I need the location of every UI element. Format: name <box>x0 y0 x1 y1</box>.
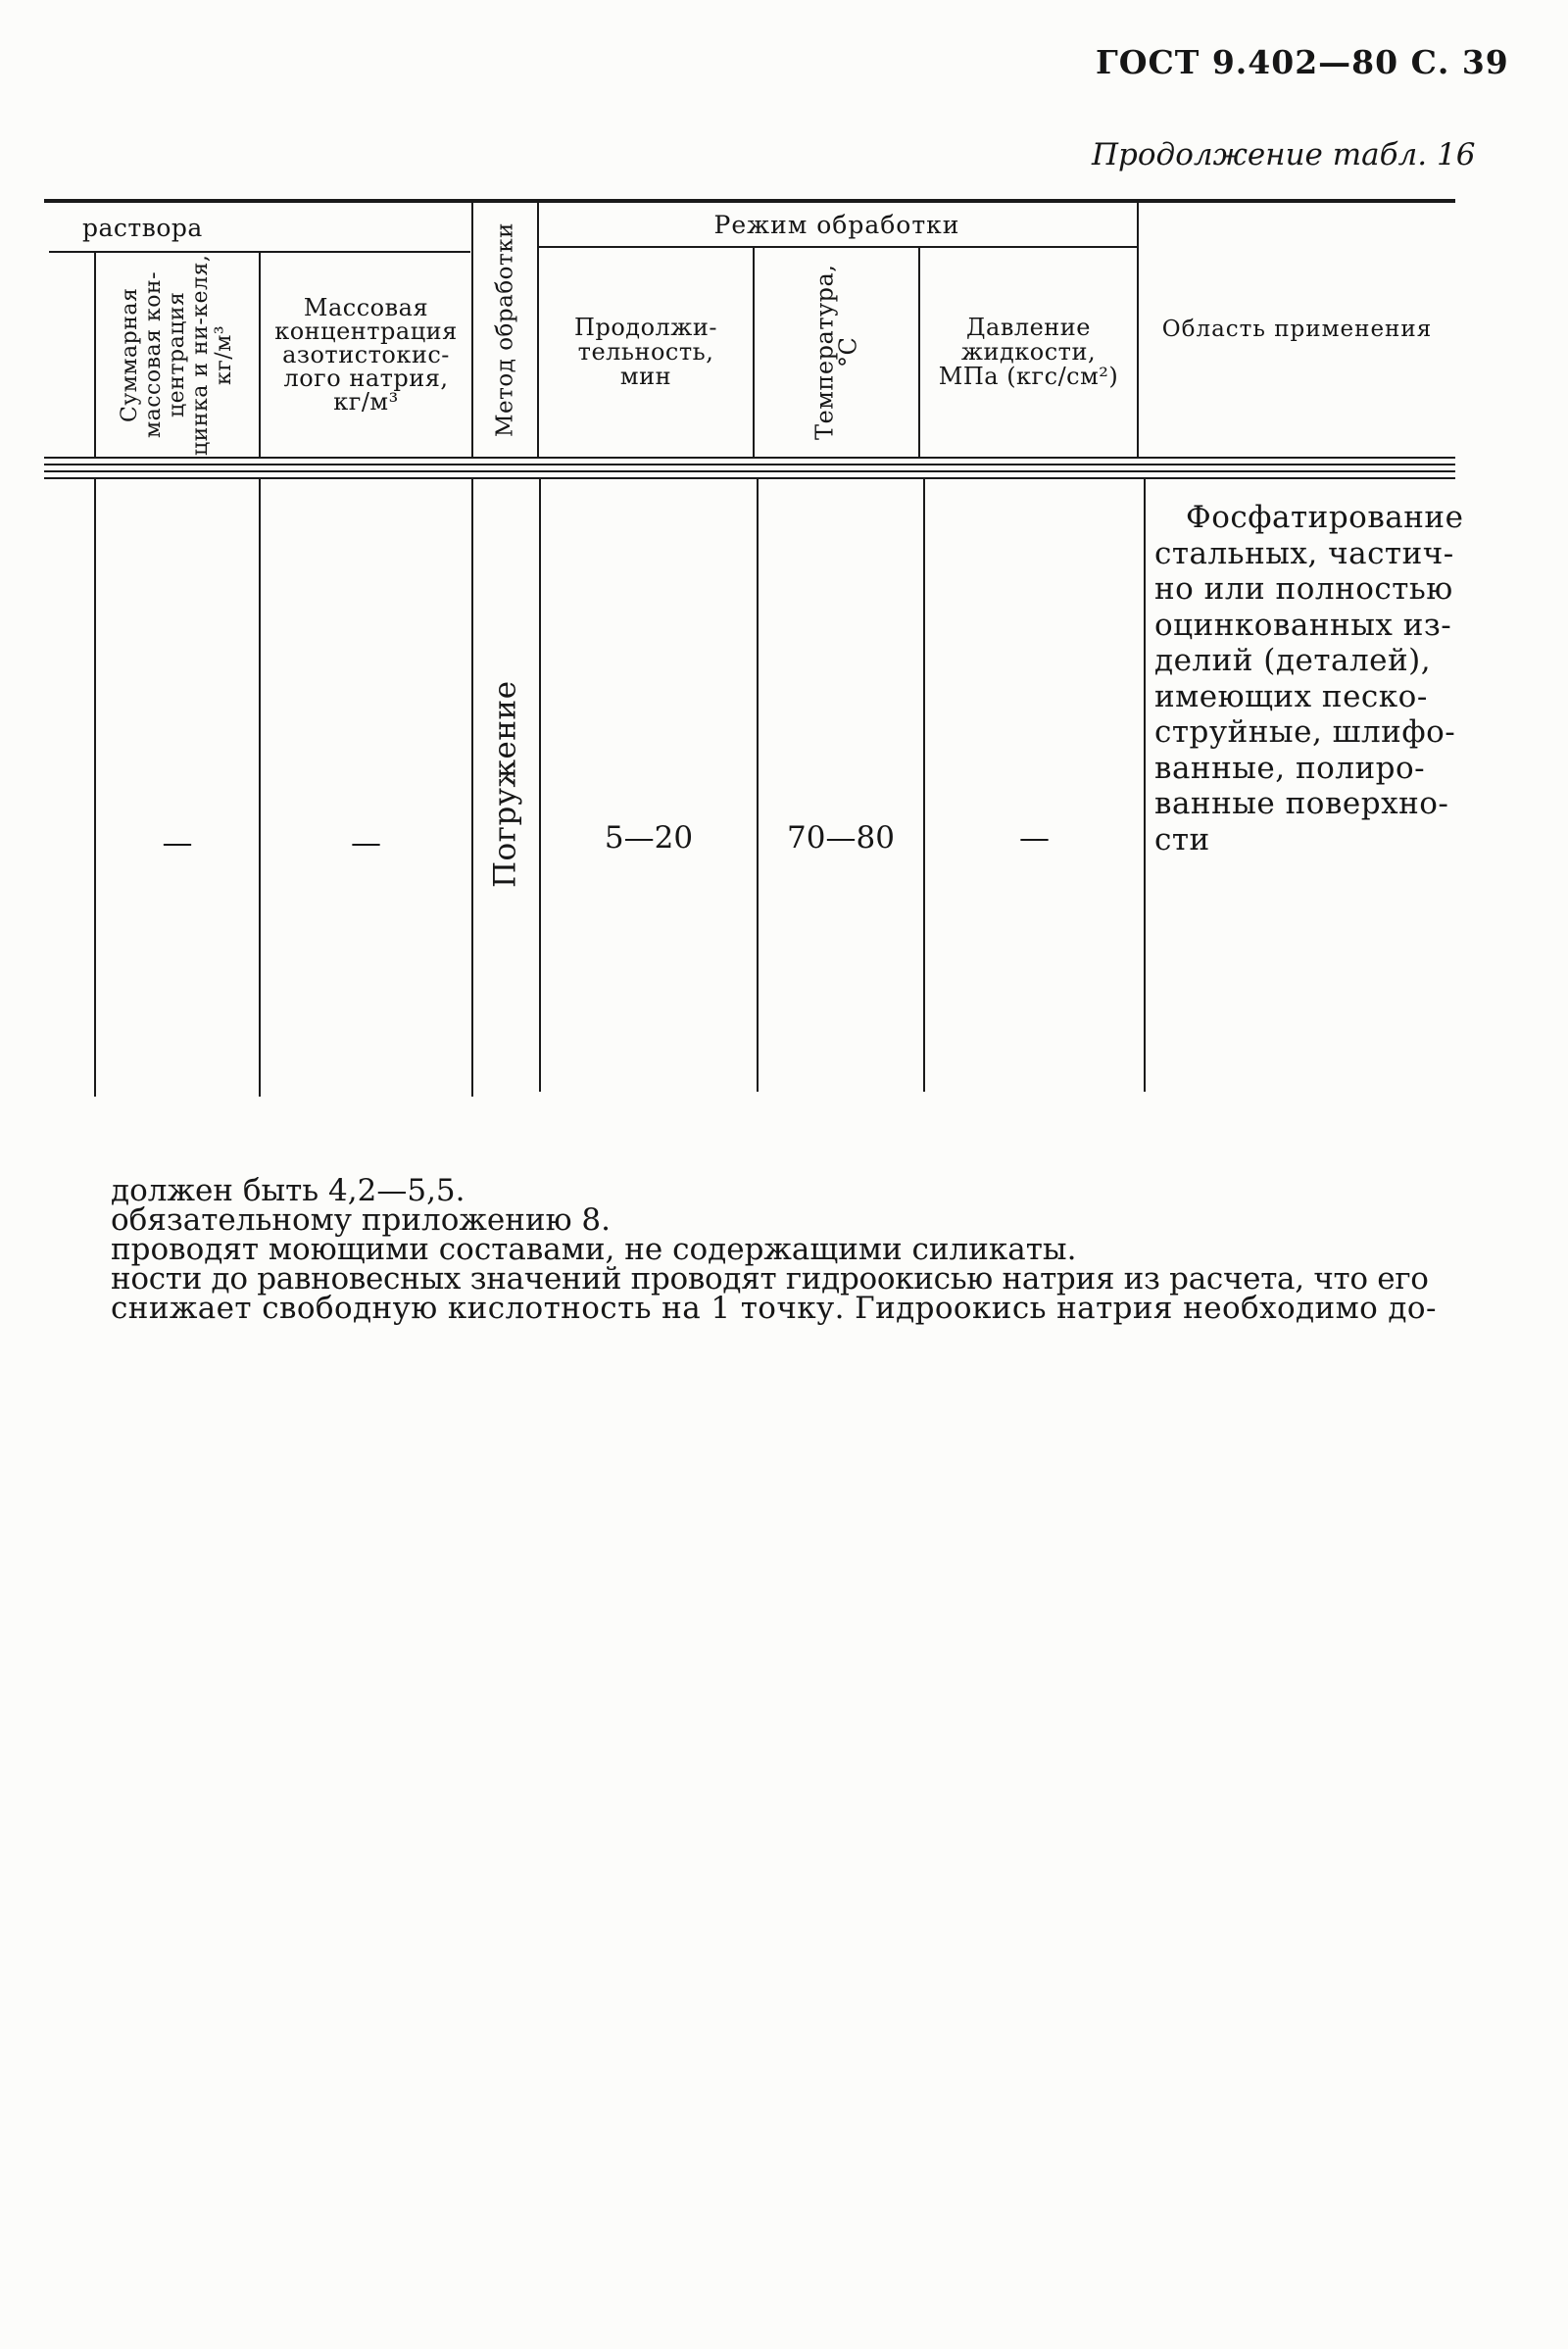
area-line: но или полностью <box>1154 571 1453 607</box>
col-header-method: Метод обработки <box>492 222 518 437</box>
area-line: имеющих песко- <box>1154 678 1428 714</box>
cell-zinc-nickel: — <box>162 825 193 860</box>
area-line: Фосфатирование <box>1186 500 1464 535</box>
cell-nitrite: — <box>351 825 381 860</box>
group-header-solution: раствора <box>82 213 203 242</box>
footnote-line: должен быть 4,2—5,5. <box>111 1173 466 1208</box>
col-header-temperature: Температура, °С <box>810 264 862 441</box>
area-line: ванные поверхно- <box>1154 786 1449 821</box>
area-line: делий (деталей), <box>1154 643 1432 678</box>
area-line: струйные, шлифо- <box>1154 714 1456 750</box>
group-header-processing-mode: Режим обработки <box>713 210 960 239</box>
col-rule-2-body <box>259 479 261 1097</box>
col-header-nitrite: Массовая концентрация азотистокис-лого натрия, кг/м³ <box>274 294 458 416</box>
footnote-line: обязательному приложению 8. <box>111 1202 612 1238</box>
col-header-zinc-nickel: Суммарная массовая кон-центрация цинка и ни-келя, кг/м³ <box>118 254 236 456</box>
header-bottom-rule-1 <box>44 457 1455 459</box>
body-top-rule-2 <box>44 477 1455 479</box>
col-rule-5-body <box>757 479 759 1092</box>
col-rule-6-body <box>923 479 925 1092</box>
area-line: оцинкованных из- <box>1154 607 1452 643</box>
footnote-line: снижает свободную кислотность на 1 точку. Гидроокись натрия необходимо до- <box>111 1291 1437 1326</box>
table-continuation-label: Продолжение табл. 16 <box>1092 137 1476 172</box>
cell-duration: 5—20 <box>604 820 694 856</box>
area-line: стальных, частич- <box>1154 535 1454 571</box>
page-title: ГОСТ 9.402—80 С. 39 <box>1096 43 1509 81</box>
cell-application-area <box>1154 500 1464 857</box>
footnote-line: проводят моющими составами, не содержащими силикаты. <box>111 1232 1077 1267</box>
cell-temperature: 70—80 <box>787 820 895 856</box>
col-rule-1-body <box>94 479 96 1097</box>
body-top-rule-1 <box>44 470 1455 472</box>
col-header-duration: Продолжи-тельность, мин <box>574 314 717 390</box>
cell-pressure: — <box>1019 820 1050 856</box>
area-line: сти <box>1154 821 1210 857</box>
area-line: ванные, полиро- <box>1154 750 1426 786</box>
footnotes <box>111 1173 1437 1326</box>
col-header-pressure: Давление жидкости, МПа (кгс/см²) <box>938 314 1119 390</box>
header-bottom-rule-2 <box>44 464 1455 465</box>
col-rule-4-body <box>539 479 541 1092</box>
col-rule-7-body <box>1144 479 1146 1092</box>
cell-method: Погружение <box>487 680 523 888</box>
footnote-line: ности до равновесных значений проводят гидроокисью натрия из расчета, что его <box>111 1261 1429 1297</box>
col-header-application-area: Область применения <box>1161 317 1433 342</box>
